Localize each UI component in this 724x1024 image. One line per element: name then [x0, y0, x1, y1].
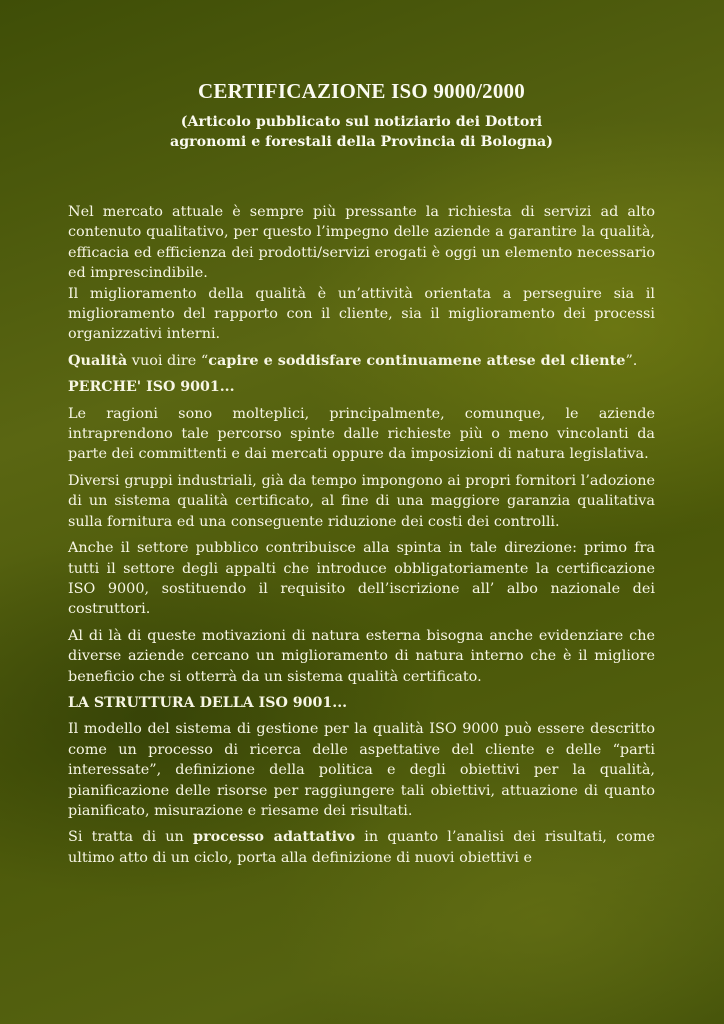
subtitle-line-1: (Articolo pubblicato sul notiziario dei Dottori — [180, 114, 543, 130]
paragraph-7: Al di là di queste motivazioni di natura esterna bisogna anche evidenziare che diverse aziende cercano un miglioramento di natura interno che è il migliore beneficio che si otterrà da un sistema qualità certificato. — [68, 627, 655, 685]
document-title: CERTIFICAZIONE ISO 9000/2000 — [198, 79, 525, 103]
article-body — [68, 202, 655, 868]
adaptive-process-term: processo adattativo — [193, 828, 356, 846]
paragraph-9-text-2: in quanto l’analisi dei risultati, come ultimo atto di un ciclo, porta alla definizione di nuovi obiettivi e — [68, 829, 655, 866]
document-page — [68, 78, 655, 874]
quality-term: Qualità — [68, 351, 128, 369]
document-subtitle — [68, 112, 655, 152]
paragraph-4: Le ragioni sono molteplici, principalmente, comunque, le aziende intraprendono tale percorso spinte dalle richieste più o meno vincolanti da parte dei committenti e dai mercati oppure da imposizioni di natura legislativa. — [68, 405, 655, 463]
section-heading-structure: LA STRUTTURA DELLA ISO 9001... — [68, 694, 348, 711]
paragraph-9-text-1: Si tratta di un — [68, 829, 194, 846]
paragraph-5: Diversi gruppi industriali, già da tempo impongono ai propri fornitori l’adozione di un sistema qualità certificato, al fine di una maggiore garanzia qualitativa sulla fornitura ed una conseguente riduzione dei costi dei controlli. — [68, 472, 655, 530]
paragraph-quality-definition — [68, 351, 655, 371]
paragraph-9 — [68, 827, 655, 868]
paragraph-8: Il modello del sistema di gestione per la qualità ISO 9000 può essere descritto come un processo di ricerca delle aspettative del cliente e delle “parti interessate”, definizione della politica e degli obiettivi per la qualità, pianificazione delle risorse per raggiungere tali obiettivi, attuazione di quanto pianificato, misurazione e riesame dei risultati. — [68, 721, 655, 819]
paragraph-2: Il miglioramento della qualità è un’attività orientata a perseguire sia il miglioramento del rapporto con il cliente, sia il miglioramento dei processi organizzativi interni. — [68, 285, 655, 343]
quality-text-2: ”. — [625, 352, 638, 369]
subtitle-line-2: agronomi e forestali della Provincia di Bologna) — [170, 134, 553, 150]
paragraph-6: Anche il settore pubblico contribuisce alla spinta in tale direzione: primo fra tutti il settore degli appalti che introduce obbligatoriamente la certificazione ISO 9000, sostituendo il requisito dell’iscrizione all’ albo nazionale dei costruttori. — [68, 540, 655, 618]
quality-definition: capire e soddisfare continuamene attese del cliente — [208, 351, 626, 369]
quality-text-1: vuoi dire “ — [127, 352, 209, 369]
paragraph-1: Nel mercato attuale è sempre più pressante la richiesta di servizi ad alto contenuto qualitativo, per questo l’impegno delle aziende a garantire la qualità, efficacia ed efficienza dei prodotti/servizi erogati è oggi un elemento necessario ed imprescindibile. — [68, 204, 655, 282]
section-heading-why: PERCHE' ISO 9001... — [68, 379, 235, 396]
